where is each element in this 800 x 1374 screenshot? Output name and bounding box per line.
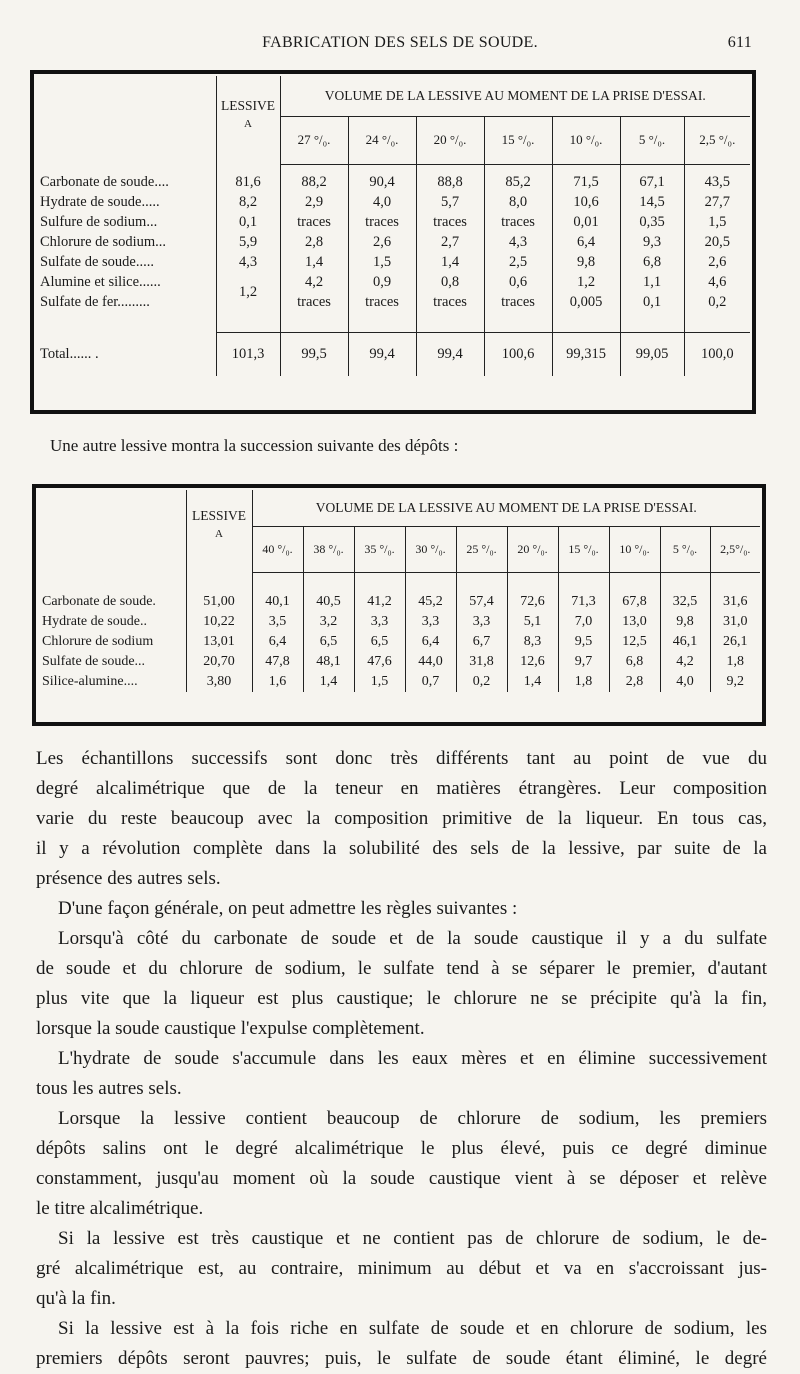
lessive-value: 0,1 [216, 212, 280, 232]
text-line: varie du reste beaucoup avec la composition primitive de la liqueur. En tous cas, [36, 808, 767, 829]
data-cell: 2,6 [684, 252, 750, 272]
lessive-header: LESSIVE [186, 490, 252, 526]
data-cell: 9,5 [558, 632, 609, 652]
row-label: Sulfure de sodium... [40, 213, 158, 230]
running-title: FABRICATION DES SELS DE SOUDE. [262, 34, 538, 51]
data-cell: 6,4 [405, 632, 456, 652]
data-cell: 4,0 [348, 192, 416, 212]
total-cell: 99,4 [348, 332, 416, 376]
data-cell: 8,3 [507, 632, 558, 652]
data-cell: 1,5 [684, 212, 750, 232]
data-cell: 6,8 [620, 252, 684, 272]
data-cell: 0,6 [484, 272, 552, 292]
text-line: présence des autres sels. [36, 868, 221, 889]
data-cell: 6,5 [303, 632, 354, 652]
data-cell: 4,0 [660, 672, 710, 692]
spacer-cell [186, 572, 252, 592]
total-cell: 99,05 [620, 332, 684, 376]
data-cell: 6,8 [609, 652, 660, 672]
spacer-row [36, 164, 750, 172]
lessive-value: 5,9 [216, 232, 280, 252]
data-cell: 0,8 [416, 272, 484, 292]
data-cell: 4,2 [280, 272, 348, 292]
data-cell: 1,8 [710, 652, 760, 672]
spacer-cell [36, 164, 216, 172]
lessive-value: 20,70 [186, 652, 252, 672]
row-label: Hydrate de soude..... [40, 193, 160, 210]
data-cell: 71,3 [558, 592, 609, 612]
data-cell: 44,0 [405, 652, 456, 672]
data-cell: 4,6 [684, 272, 750, 292]
table-row [38, 592, 760, 612]
page-number: 611 [727, 34, 752, 51]
table-row [36, 232, 750, 252]
data-cell: 12,5 [609, 632, 660, 652]
column-header: 15 °/₀. [558, 526, 609, 572]
lessive-value: 51,00 [186, 592, 252, 612]
text-line: de soude et du chlorure de sodium, le sulfate tend à se séparer le premier, d'autant [36, 958, 767, 979]
spacer-cell [660, 572, 710, 592]
data-cell: 31,6 [710, 592, 760, 612]
spacer-cell [216, 164, 280, 172]
volume-header: VOLUME DE LA LESSIVE AU MOMENT DE LA PRISE D'ESSAI. [252, 490, 760, 526]
data-cell: 4,2 [660, 652, 710, 672]
data-cell: 1,6 [252, 672, 303, 692]
data-cell: 12,6 [507, 652, 558, 672]
total-cell: 100,0 [684, 332, 750, 376]
spacer-cell [348, 312, 416, 332]
data-cell: 43,5 [684, 172, 750, 192]
row-label: Chlorure de sodium... [40, 233, 167, 250]
spacer-cell [348, 164, 416, 172]
row-label: Sulfate de soude... [42, 654, 146, 669]
spacer-cell [507, 572, 558, 592]
data-cell: 0,7 [405, 672, 456, 692]
text-line: il y a révolution complète dans la solubilité des sels de la lessive, par suite de la [36, 838, 767, 859]
table-row [36, 272, 750, 292]
text-line: degré alcalimétrique que de la teneur en matières étrangères. Leur composition [36, 778, 767, 799]
spacer-cell [216, 312, 280, 332]
column-header: 25 °/₀. [456, 526, 507, 572]
data-cell: 26,1 [710, 632, 760, 652]
data-cell: 2,6 [348, 232, 416, 252]
table-row [38, 612, 760, 632]
data-cell: 7,0 [558, 612, 609, 632]
table-row [36, 252, 750, 272]
text-line: dépôts salins ont le degré alcalimétrique le plus élevé, puis ce degré diminue [36, 1138, 767, 1159]
data-cell: 71,5 [552, 172, 620, 192]
spacer-cell [620, 312, 684, 332]
total-lessive-value: 101,3 [216, 332, 280, 376]
data-cell: 3,3 [456, 612, 507, 632]
data-cell: 10,6 [552, 192, 620, 212]
data-cell: 3,3 [354, 612, 405, 632]
column-header: 27 °/₀. [280, 116, 348, 164]
column-header: 2,5 °/₀. [684, 116, 750, 164]
table-row [36, 172, 750, 192]
lessive-sub-header: A [216, 116, 280, 164]
text-line: qu'à la fin. [36, 1288, 116, 1309]
text-line: Les échantillons successifs sont donc très différents tant au point de vue du [36, 748, 767, 769]
lessive-value-combined: 1,2 [216, 272, 280, 312]
spacer-cell [684, 312, 750, 332]
text-line: lorsque la soude caustique l'expulse complètement. [36, 1018, 425, 1039]
spacer-cell [354, 572, 405, 592]
data-cell: 14,5 [620, 192, 684, 212]
spacer-cell [456, 572, 507, 592]
spacer-cell [558, 572, 609, 592]
data-cell: 41,2 [354, 592, 405, 612]
data-cell: 1,4 [280, 252, 348, 272]
spacer-cell [609, 572, 660, 592]
row-label: Chlorure de sodium [42, 634, 154, 649]
data-cell: 90,4 [348, 172, 416, 192]
text-line: premiers dépôts seront pauvres; puis, le sulfate de soude étant éliminé, le degré [36, 1348, 767, 1369]
data-cell: traces [280, 292, 348, 312]
data-cell: 67,8 [609, 592, 660, 612]
body-text [36, 744, 767, 1374]
text-line: Si la lessive est à la fois riche en sulfate de soude et en chlorure de sodium, les [58, 1318, 767, 1339]
data-cell: 13,0 [609, 612, 660, 632]
data-cell: 0,2 [684, 292, 750, 312]
data-cell: 8,0 [484, 192, 552, 212]
data-cell: 4,3 [484, 232, 552, 252]
data-cell: 40,1 [252, 592, 303, 612]
data-cell: 31,0 [710, 612, 760, 632]
data-cell: 0,005 [552, 292, 620, 312]
row-label: Carbonate de soude.... [40, 173, 169, 190]
data-cell: 9,7 [558, 652, 609, 672]
data-cell: traces [416, 292, 484, 312]
table-body [38, 572, 760, 692]
data-cell: 3,2 [303, 612, 354, 632]
lessive-value: 81,6 [216, 172, 280, 192]
data-cell: 1,5 [354, 672, 405, 692]
lessive-header: LESSIVE [216, 76, 280, 116]
data-cell: 1,2 [552, 272, 620, 292]
data-cell: 5,7 [416, 192, 484, 212]
data-cell: 2,8 [609, 672, 660, 692]
data-cell: 1,5 [348, 252, 416, 272]
data-cell: 9,2 [710, 672, 760, 692]
row-label: Hydrate de soude.. [42, 614, 147, 629]
spacer-cell [552, 164, 620, 172]
lessive-value: 4,3 [216, 252, 280, 272]
column-header: 38 °/₀. [303, 526, 354, 572]
data-cell: 40,5 [303, 592, 354, 612]
volume-header: VOLUME DE LA LESSIVE AU MOMENT DE LA PRISE D'ESSAI. [280, 76, 750, 116]
column-header: 10 °/₀. [609, 526, 660, 572]
data-cell: 9,3 [620, 232, 684, 252]
lessive-sub-header: A [186, 526, 252, 572]
data-cell: traces [348, 212, 416, 232]
table-row [38, 672, 760, 692]
text-line: gré alcalimétrique est, au contraire, minimum au début et va en s'accroissant jus- [36, 1258, 767, 1279]
table-body [36, 164, 750, 376]
column-header: 2,5°/₀. [710, 526, 760, 572]
table-2-caption: Une autre lessive montra la succession suivante des dépôts : [50, 436, 459, 455]
spacer-cell [405, 572, 456, 592]
lessive-value: 3,80 [186, 672, 252, 692]
column-header: 10 °/₀. [552, 116, 620, 164]
total-row [36, 332, 750, 376]
data-cell: 6,5 [354, 632, 405, 652]
data-cell: 47,8 [252, 652, 303, 672]
spacer-cell [710, 572, 760, 592]
spacer-cell [38, 572, 186, 592]
text-line: D'une façon générale, on peut admettre les règles suivantes : [58, 898, 518, 919]
data-cell: 2,7 [416, 232, 484, 252]
data-cell: 9,8 [660, 612, 710, 632]
total-cell: 99,5 [280, 332, 348, 376]
data-cell: 88,2 [280, 172, 348, 192]
text-line: Si la lessive est très caustique et ne contient pas de chlorure de sodium, le de- [58, 1228, 767, 1249]
data-cell: 1,8 [558, 672, 609, 692]
spacer-cell [484, 164, 552, 172]
lessive-value: 8,2 [216, 192, 280, 212]
column-header: 20 °/₀. [416, 116, 484, 164]
table-row [36, 192, 750, 212]
composition-table-1 [36, 76, 750, 376]
data-cell: 0,35 [620, 212, 684, 232]
data-cell: 2,9 [280, 192, 348, 212]
label-column-header [38, 490, 186, 572]
table-row [38, 652, 760, 672]
data-cell: 1,4 [303, 672, 354, 692]
data-cell: 6,4 [552, 232, 620, 252]
spacer-cell [684, 164, 750, 172]
spacer-cell [552, 312, 620, 332]
row-label: Carbonate de soude. [42, 594, 156, 609]
total-label: Total...... . [40, 345, 99, 362]
total-cell: 99,315 [552, 332, 620, 376]
data-cell: 0,2 [456, 672, 507, 692]
spacer-cell [416, 164, 484, 172]
spacer-cell [252, 572, 303, 592]
total-cell: 100,6 [484, 332, 552, 376]
data-cell: traces [416, 212, 484, 232]
data-cell: 48,1 [303, 652, 354, 672]
column-header: 5 °/₀. [620, 116, 684, 164]
text-line: le titre alcalimétrique. [36, 1198, 204, 1219]
spacer-row [38, 572, 760, 592]
data-cell: 47,6 [354, 652, 405, 672]
spacer-cell [280, 164, 348, 172]
table-row [36, 212, 750, 232]
table-row [36, 292, 750, 312]
data-cell: 1,4 [416, 252, 484, 272]
data-cell: 32,5 [660, 592, 710, 612]
data-cell: traces [484, 212, 552, 232]
data-cell: 3,3 [405, 612, 456, 632]
data-cell: 9,8 [552, 252, 620, 272]
column-header: 5 °/₀. [660, 526, 710, 572]
text-line: Lorsqu'à côté du carbonate de soude et de la soude caustique il y a du sulfate [58, 928, 767, 949]
text-line: L'hydrate de soude s'accumule dans les eaux mères et en élimine successivement [58, 1048, 767, 1069]
column-header: 24 °/₀. [348, 116, 416, 164]
column-header: 35 °/₀. [354, 526, 405, 572]
data-cell: 72,6 [507, 592, 558, 612]
data-cell: traces [484, 292, 552, 312]
data-cell: 31,8 [456, 652, 507, 672]
spacer-cell [36, 312, 216, 332]
data-cell: 20,5 [684, 232, 750, 252]
data-cell: 67,1 [620, 172, 684, 192]
spacer-cell [416, 312, 484, 332]
row-label: Silice-alumine.... [42, 674, 138, 689]
data-cell: 27,7 [684, 192, 750, 212]
data-cell: traces [348, 292, 416, 312]
text-line: plus vite que la liqueur est plus caustique; le chlorure ne se précipite qu'à la fin, [36, 988, 767, 1009]
spacer-cell [303, 572, 354, 592]
data-cell: 1,4 [507, 672, 558, 692]
data-cell: 0,01 [552, 212, 620, 232]
column-header: 15 °/₀. [484, 116, 552, 164]
spacer-cell [620, 164, 684, 172]
spacer-cell [484, 312, 552, 332]
data-cell: 57,4 [456, 592, 507, 612]
data-cell: 0,1 [620, 292, 684, 312]
column-header: 20 °/₀. [507, 526, 558, 572]
total-cell: 99,4 [416, 332, 484, 376]
data-cell: 45,2 [405, 592, 456, 612]
lessive-value: 10,22 [186, 612, 252, 632]
data-cell: 6,4 [252, 632, 303, 652]
data-cell: 46,1 [660, 632, 710, 652]
data-cell: 2,5 [484, 252, 552, 272]
data-cell: traces [280, 212, 348, 232]
column-header: 40 °/₀. [252, 526, 303, 572]
table-row [38, 632, 760, 652]
data-cell: 5,1 [507, 612, 558, 632]
page-header [0, 34, 800, 58]
data-cell: 6,7 [456, 632, 507, 652]
row-label: Sulfate de fer......... [40, 293, 150, 310]
data-cell: 1,1 [620, 272, 684, 292]
data-cell: 0,9 [348, 272, 416, 292]
composition-table-2 [38, 490, 760, 692]
column-header: 30 °/₀. [405, 526, 456, 572]
data-cell: 85,2 [484, 172, 552, 192]
text-line: Lorsque la lessive contient beaucoup de chlorure de sodium, les premiers [58, 1108, 767, 1129]
label-column-header [36, 76, 216, 164]
text-line: constamment, jusqu'au moment où la soude caustique vient à se déposer et relève [36, 1168, 767, 1189]
row-label: Sulfate de soude..... [40, 253, 154, 270]
data-cell: 88,8 [416, 172, 484, 192]
spacer-cell [280, 312, 348, 332]
lessive-value: 13,01 [186, 632, 252, 652]
row-label: Alumine et silice...... [40, 273, 161, 290]
data-cell: 2,8 [280, 232, 348, 252]
text-line: tous les autres sels. [36, 1078, 182, 1099]
spacer-row [36, 312, 750, 332]
data-cell: 3,5 [252, 612, 303, 632]
